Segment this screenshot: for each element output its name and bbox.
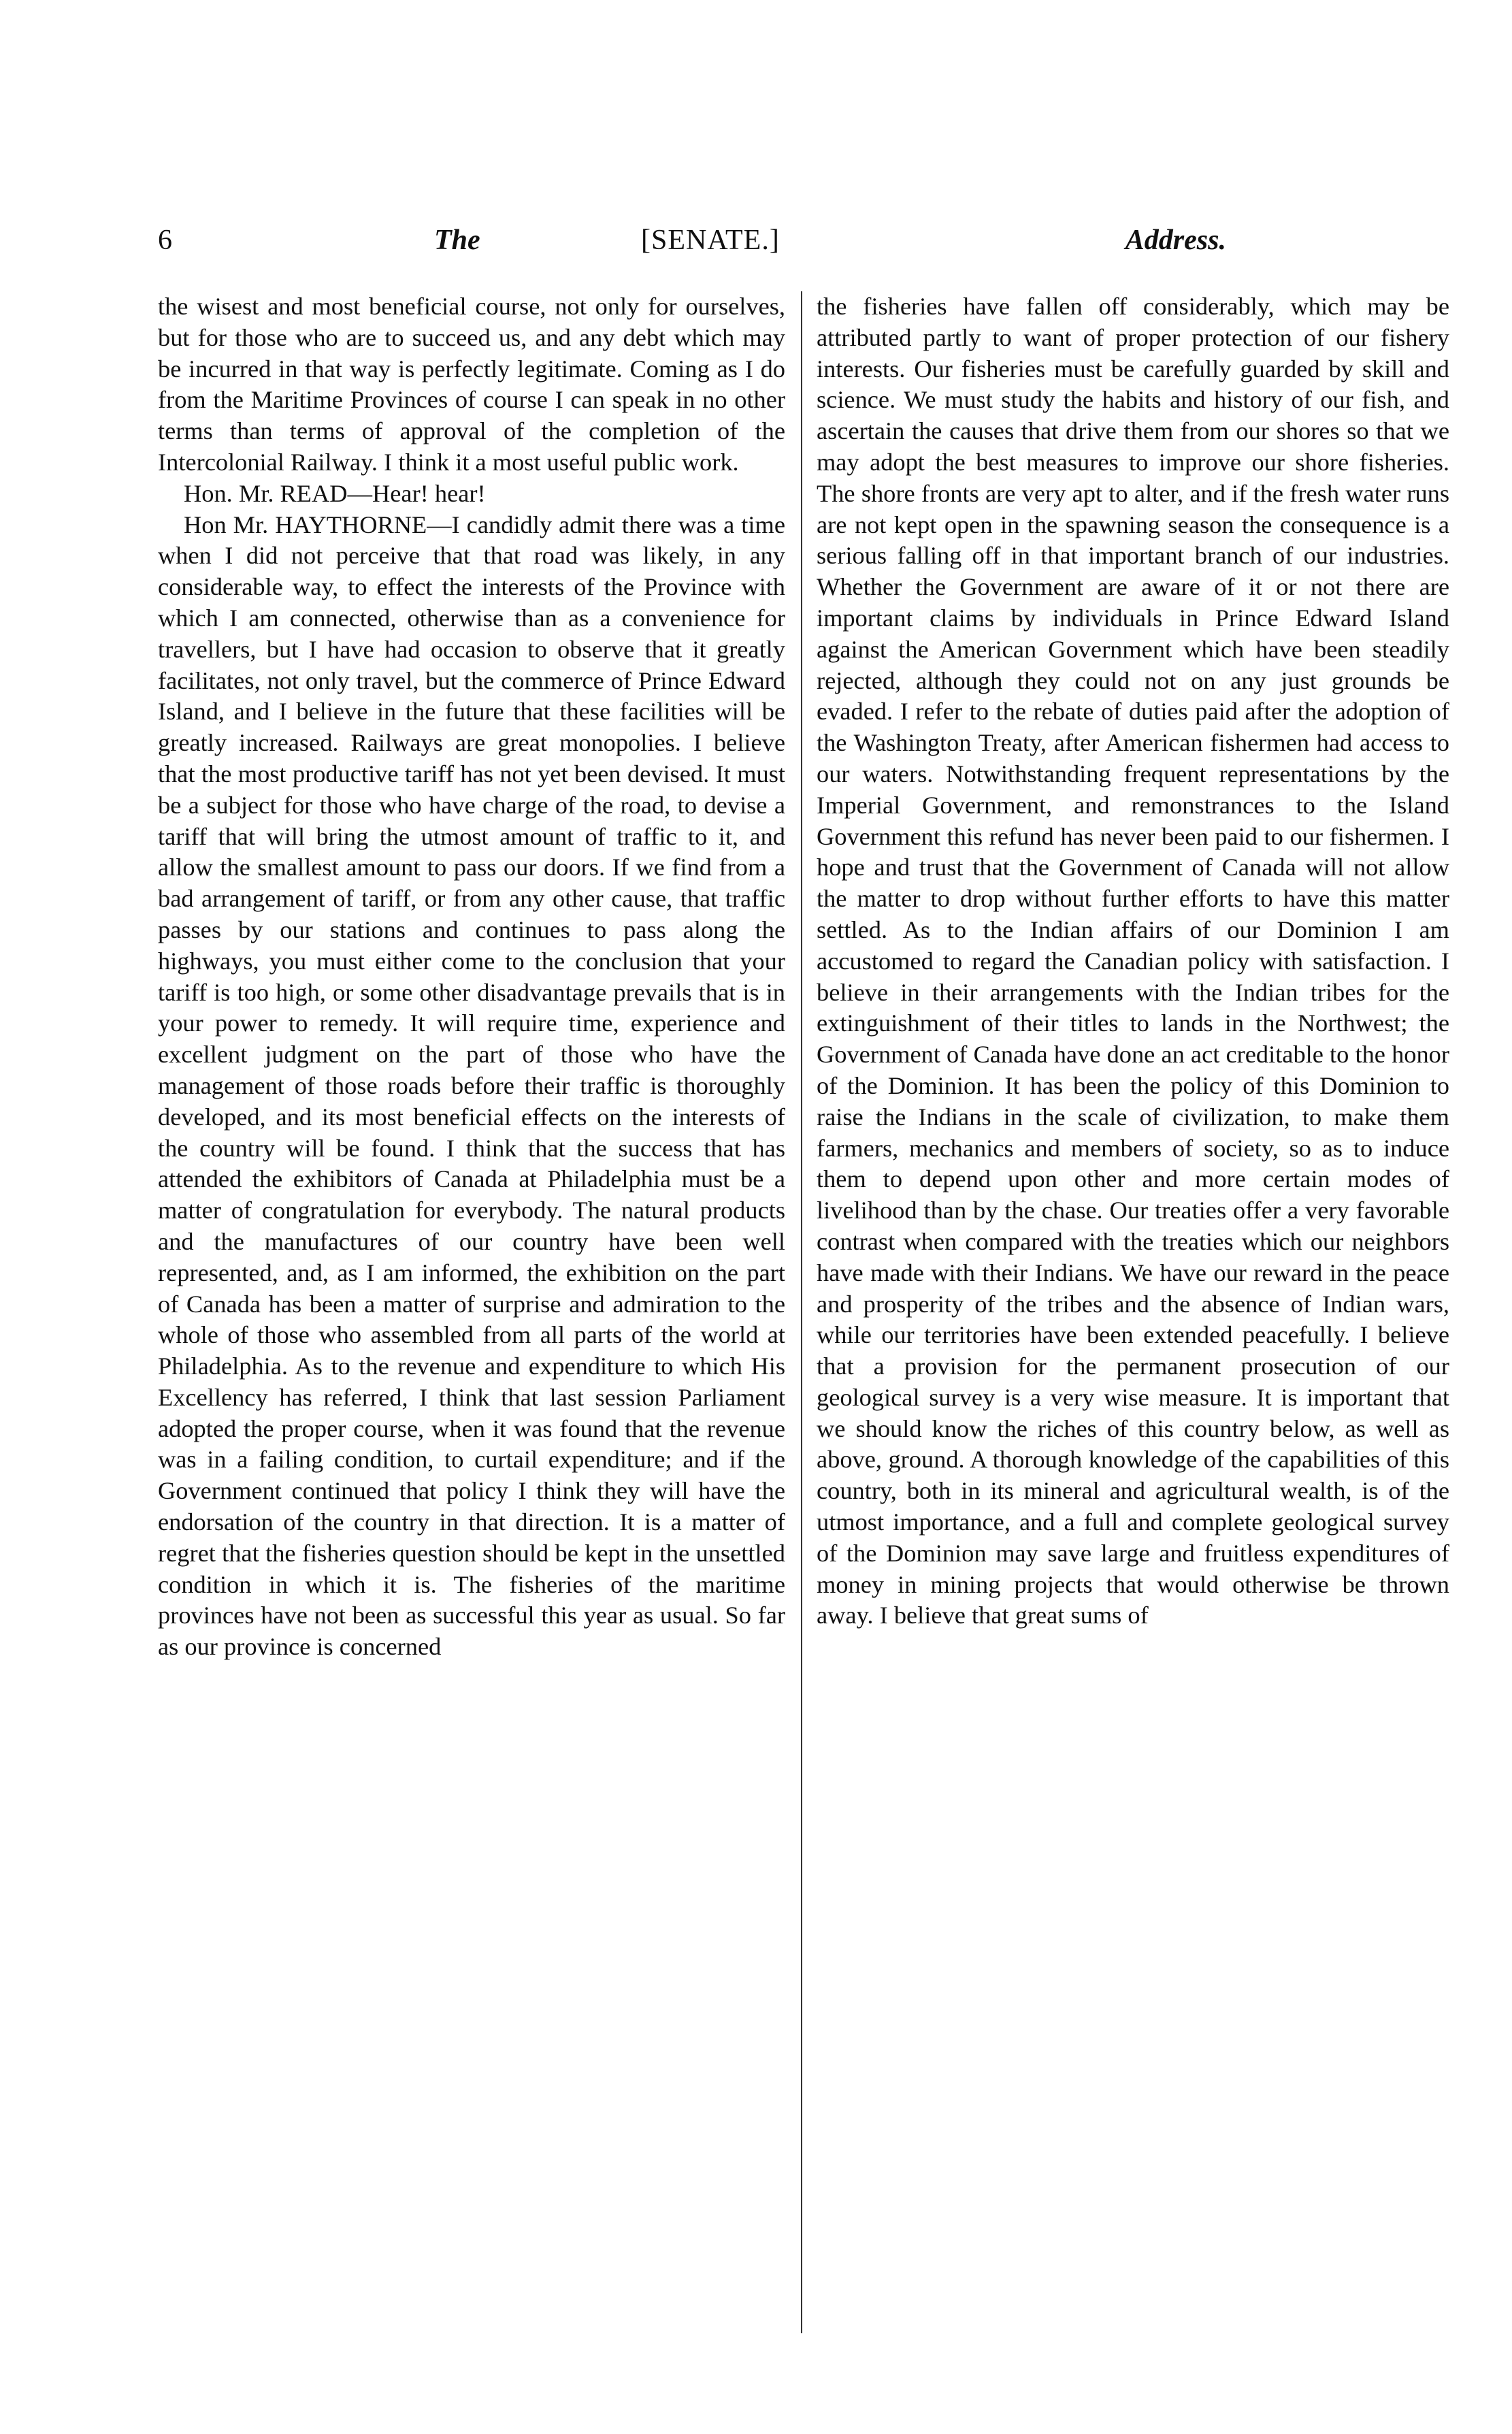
paragraph-interjection: Hon. Mr. READ—Hear! hear! <box>184 479 486 507</box>
running-header <box>158 216 1226 264</box>
column-divider <box>801 291 802 2333</box>
header-title: The <box>434 225 480 256</box>
right-column <box>817 291 1449 1632</box>
header-chamber: [SENATE.] <box>641 225 780 256</box>
paragraph: the fisheries have fallen off considerably, which may be attributed partly to want of proper protection of our fishery interests. Our fisheries must be carefully guarded by skill and science. We must study the habits and history of our fish, and ascertain the causes that drive them from our shores so that we may adopt the best measures to improve our shore fisheries. The shore fronts are very apt to alter, and if the fresh water runs are not kept open in the spawning season the consequence is a serious falling off in that important branch of our industries. Whether the Government are aware of it or not there are important claims by individuals in Prince Edward Island against the American Government which have been steadily rejected, although they could not on any just grounds be evaded. I refer to the rebate of duties paid after the adoption of the Washington Treaty, after American fishermen had access to our waters. Notwithstanding frequent representations by the Imperial Government, and remonstrances to the Island Government this refund has never been paid to our fishermen. I hope and trust that the Government of Canada will not allow the matter to drop without further efforts to have this matter settled. As to the Indian affairs of our Dominion I am accustomed to regard the Canadian policy with satisfaction. I believe in their arrangements with the Indian tribes for the extinguishment of their titles to lands in the Northwest; the Government of Canada have done an act creditable to the honor of the Dominion. It has been the policy of this Dominion to raise the Indians in the scale of civilization, to make them farmers, mechanics and members of society, so as to induce them to depend upon other and more certain modes of livelihood than by the chase. Our treaties offer a very favorable contrast when compared with the treaties which our neighbors have made with their Indians. We have our reward in the peace and prosperity of the tribes and the absence of Indian wars, while our territories have been extended peacefully. I believe that a provision for the permanent prosecution of our geological survey is a very wise measure. It is important that we should know the riches of this country below, as well as above, ground. A thorough knowledge of the capabilities of this country, both in its mineral and agricultural wealth, is of the utmost importance, and a full and complete geological survey of the Dominion may save large and fruitless expenditures of money in mining projects that would otherwise be thrown away. I believe that great sums of <box>817 293 1449 1629</box>
left-column <box>158 291 785 1663</box>
header-section: Address. <box>1125 225 1226 256</box>
paragraph: the wisest and most beneficial course, not only for ourselves, but for those who are to succeed us, and any debt which may be incurred in that way is perfectly legitimate. Coming as I do from the Maritime Provinces of course I can speak in no other terms than terms of approval of the completion of the Intercolonial Railway. I think it a most useful public work. <box>158 293 785 476</box>
paragraph-speech: Hon Mr. HAYTHORNE—I candidly admit there was a time when I did not perceive that that road was likely, in any considerable way, to effect the interests of the Province with which I am connected, otherwise than as a convenience for travellers, but I have had occasion to observe that it greatly facilitates, not only travel, but the commerce of Prince Edward Island, and I believe in the future that these facilities will be greatly increased. Railways are great monopolies. I believe that the most productive tariff has not yet been devised. It must be a subject for those who have charge of the road, to devise a tariff that will bring the utmost amount of traffic to it, and allow the smallest amount to pass our doors. If we find from a bad arrangement of tariff, or from any other cause, that traffic passes by our stations and continues to pass along the highways, you must either come to the conclusion that your tariff is too high, or some other disadvantage prevails that is in your power to remedy. It will require time, experience and excellent judgment on the part of those who have the management of those roads before their traffic is thoroughly developed, and its most beneficial effects on the interests of the country will be found. I think that the success that has attended the exhibitors of Canada at Philadelphia must be a matter of congratulation for everybody. The natural products and the manufactures of our country have been well represented, and, as I am informed, the exhibition on the part of Canada has been a matter of surprise and admiration to the whole of those who assembled from all parts of the world at Philadelphia. As to the revenue and expenditure to which His Excellency has referred, I think that last session Parliament adopted the proper course, when it was found that the revenue was in a failing condition, to curtail expenditure; and if the Government continued that policy I think they will have the endorsation of the country in that direction. It is a matter of regret that the fisheries question should be kept in the unsettled condition in which it is. The fisheries of the maritime provinces have not been as successful this year as usual. So far as our province is concerned <box>158 510 785 1661</box>
page-number: 6 <box>158 225 172 256</box>
